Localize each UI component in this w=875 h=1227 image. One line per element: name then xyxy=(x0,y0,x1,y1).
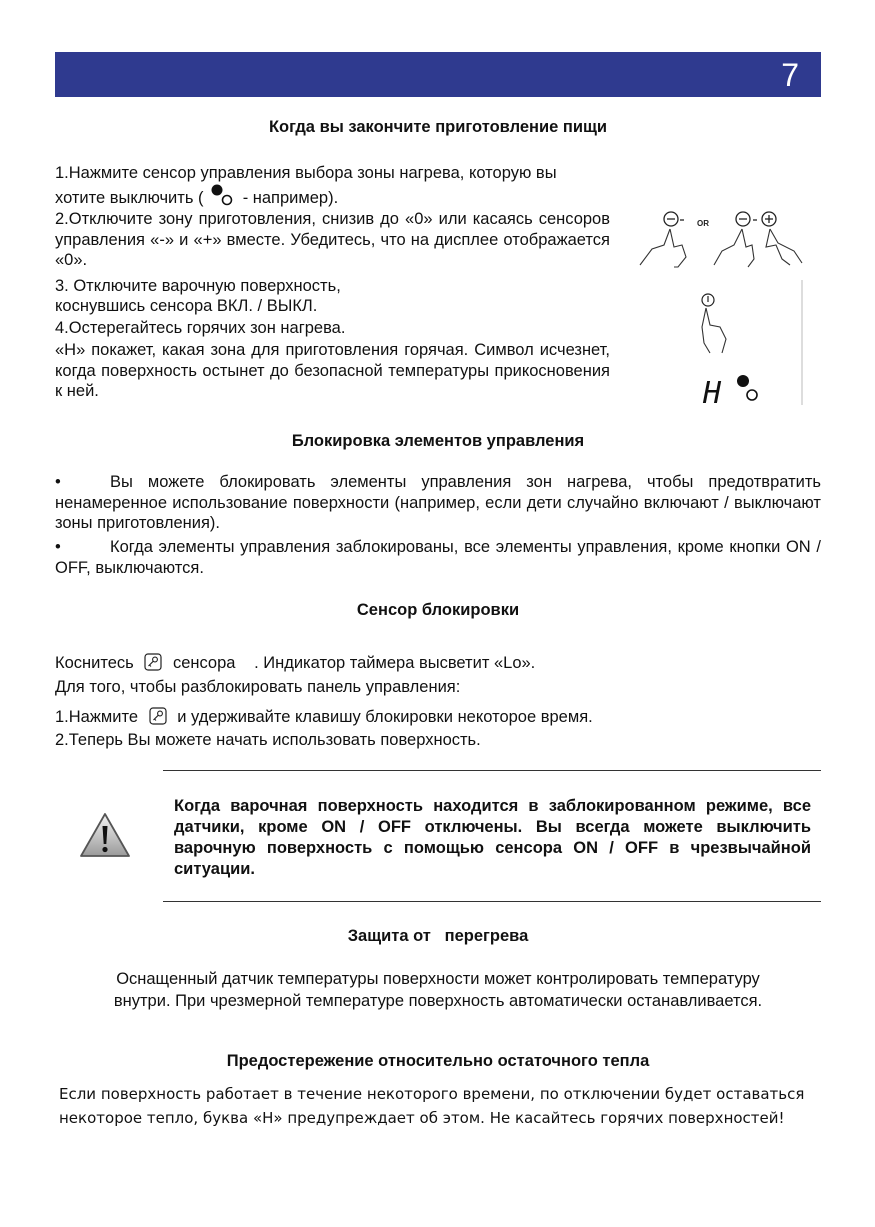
unlock-intro: Для того, чтобы разблокировать панель управления: xyxy=(55,678,461,696)
overheat-line2: внутри. При чрезмерной температуре поверхность автоматически останавливается. xyxy=(113,992,763,1010)
step3-line2: коснувшись сенсора ВКЛ. / ВЫКЛ. xyxy=(55,297,318,315)
overheat-line1: Оснащенный датчик температуры поверхности может контролировать температуру xyxy=(116,970,760,988)
bullet-lock-off xyxy=(55,537,821,578)
lock-touch-end: . Индикатор таймера высветит «Lo». xyxy=(254,654,536,672)
step3-line1: 3. Отключите варочную поверхность, xyxy=(55,277,341,295)
key-lock-icon-2 xyxy=(149,707,167,725)
control-illustration xyxy=(630,205,820,405)
unlock-step1-start: 1.Нажмите xyxy=(55,708,138,726)
step1-line2-end: - например). xyxy=(242,189,339,207)
header-bar xyxy=(55,52,821,97)
section-title-lock-sensor: Сенсор блокировки xyxy=(356,601,520,619)
section-title-residual-heat: Предостережение относительно остаточного тепла xyxy=(226,1052,650,1070)
minus-sensor-icon xyxy=(664,212,684,226)
residual-heat-symbol: H xyxy=(703,376,722,405)
step4-text: «H» покажет, какая зона для приготовления горячая. Символ исчезнет, когда поверхность остынет до безопасной температуры прикосновения к ней. xyxy=(55,341,610,400)
warning-triangle-icon xyxy=(79,812,131,858)
section-title-overheat: Защита от перегрева xyxy=(347,927,529,945)
step1-line2-start: хотите выключить ( xyxy=(55,189,204,207)
hand-pointer-icon xyxy=(640,229,686,267)
bullet-1-dot: • xyxy=(55,473,61,491)
step4-line1: 4.Остерегайтесь горячих зон нагрева. xyxy=(55,319,346,337)
step2-text: 2.Отключите зону приготовления, снизив до «0» или касаясь сенсоров управления «-» и «+» вместе. Убедитесь, что на дисплее отображается «0». xyxy=(55,210,610,269)
unlock-step1-end: и удерживайте клавишу блокировки некоторое время. xyxy=(177,708,593,726)
page-number: 7 xyxy=(781,57,799,93)
two-hands-icon xyxy=(714,229,802,267)
section-title-control-lock: Блокировка элементов управления xyxy=(291,432,585,450)
key-lock-icon xyxy=(144,653,162,671)
unlock-step1 xyxy=(55,707,821,728)
unlock-step2: 2.Теперь Вы можете начать использовать поверхность. xyxy=(55,731,481,749)
warning-top-rule xyxy=(163,770,821,771)
lock-touch-start: Коснитесь xyxy=(55,654,134,672)
minus-plus-sensor-icon xyxy=(736,212,776,226)
lock-touch-line xyxy=(55,653,821,674)
bullet-2-dot: • xyxy=(55,538,61,556)
bullet-2-text: Когда элементы управления заблокированы, все элементы управления, кроме кнопки ON / OFF, выключаются. xyxy=(55,538,821,577)
bullet-1-text: Вы можете блокировать элементы управления зон нагрева, чтобы предотвратить ненамеренное использование поверхности (например, если дети случайно включают / выключают зоны приготовления). xyxy=(55,473,821,532)
zone-indicator-icon xyxy=(737,375,757,400)
step1-line1: 1.Нажмите сенсор управления выбора зоны нагрева, которую вы xyxy=(55,164,557,182)
warning-text: Когда варочная поверхность находится в заблокированном режиме, все датчики, кроме ON / OFF отключены. Вы всегда можете выключить варочную поверхность с помощью сенсора ON / OFF в чрезвычайной ситуации. xyxy=(174,797,811,878)
step1-line2 xyxy=(55,188,635,209)
section-title-finish-cooking: Когда вы закончите приготовление пищи xyxy=(268,118,608,136)
bullet-lock-info xyxy=(55,472,821,534)
power-sensor-icon xyxy=(702,294,714,306)
warning-bottom-rule xyxy=(163,901,821,902)
hand-touch-power-icon xyxy=(702,308,726,353)
zone-selector-icon xyxy=(210,183,236,207)
or-label: OR xyxy=(697,219,709,228)
residual-heat-text: Если поверхность работает в течение некоторого времени, по отключении будет оставаться некоторое тепло, буква «H» предупреждает об этом. Не касайтесь горячих поверхностей! xyxy=(59,1085,805,1127)
lock-touch-sensor-word: сенсора xyxy=(172,654,236,672)
